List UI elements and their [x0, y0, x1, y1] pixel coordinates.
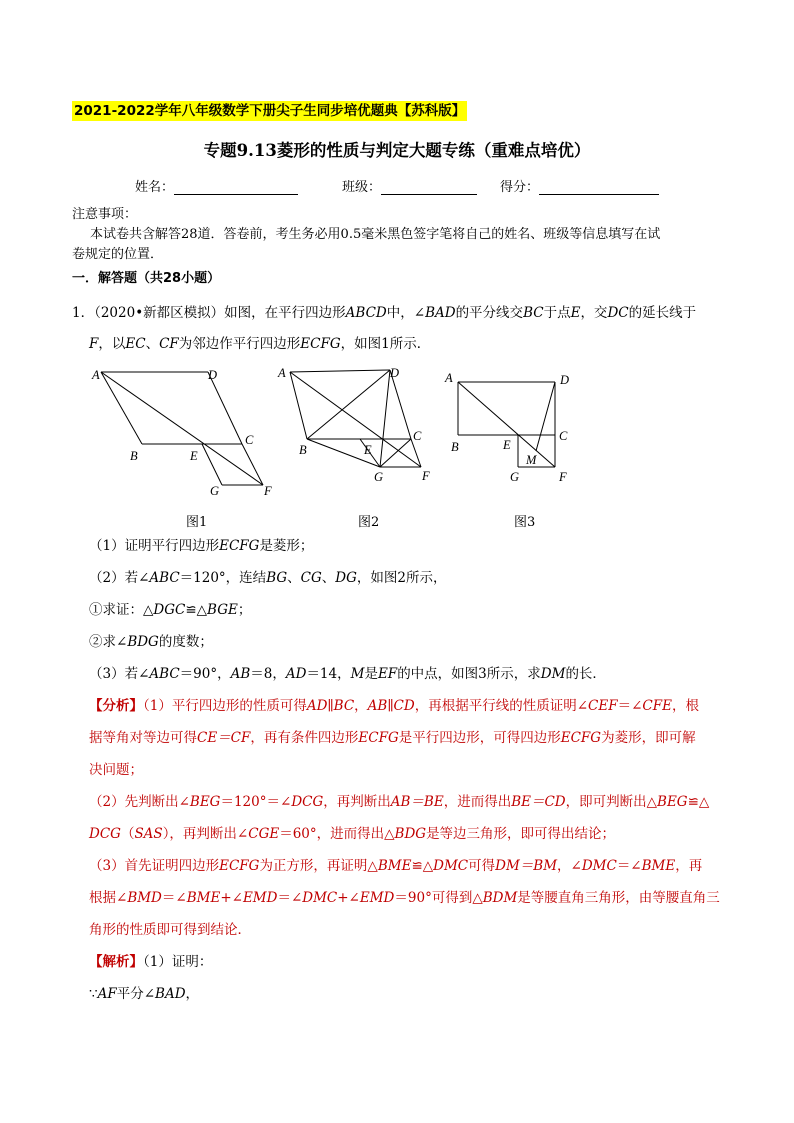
svg-text:D: D [208, 368, 218, 382]
subquestion-2a: ①求证：△DGC≌△BGE； [89, 602, 252, 618]
svg-text:C: C [559, 429, 568, 443]
svg-text:F: F [559, 470, 567, 484]
section-heading: 一．解答题（共28小题） [72, 271, 221, 286]
fig1-AF [101, 372, 263, 485]
analysis-line1: 【分析】（1）平行四边形的性质可得AD∥BC，AB∥CD，再根据平行线的性质证明∠CEF＝∠CFE，根 [89, 698, 699, 714]
fig3-DM [536, 382, 555, 451]
name-label: 姓名： [135, 180, 175, 195]
score-field[interactable] [500, 176, 659, 195]
subquestion-2: （2）若∠ABC＝120°，连结BG、CG、DG，如图2所示， [89, 570, 447, 586]
analysis-line3: 决问题； [89, 762, 143, 778]
class-label: 班级： [342, 180, 382, 195]
svg-text:M: M [526, 453, 537, 467]
solution-line1: 【解析】（1）证明： [89, 954, 213, 970]
svg-text:G: G [510, 470, 520, 484]
svg-text:F: F [264, 484, 272, 498]
analysis-line2: 据等角对等边可得CE＝CF，再有条件四边形ECFG是平行四边形，可得四边形ECFG为菱形，即可解 [89, 730, 696, 746]
subquestion-1: （1）证明平行四边形ECFG是菱形； [89, 538, 314, 554]
subquestion-3: （3）若∠ABC＝90°，AB＝8，AD＝14，M是EF的中点，如图3所示，求DM的长． [89, 666, 606, 682]
fig3-AF [458, 382, 555, 467]
score-label: 得分： [500, 180, 540, 195]
class-blank[interactable] [381, 180, 477, 195]
figures [80, 360, 640, 505]
analysis-line4: （2）先判断出∠BEG＝120°＝∠DCG，再判断出AB＝BE，进而得出BE＝CD，即可判断出△BEG≌△ [89, 794, 710, 810]
fig2-BD [307, 370, 390, 439]
question-line2: F，以EC、CF为邻边作平行四边形ECFG，如图1所示． [89, 336, 431, 352]
question-line1: 1．（2020•新都区模拟）如图，在平行四边形ABCD中，∠BAD的平分线交BC于点E，交DC的延长线于 [72, 305, 697, 321]
svg-text:C: C [245, 433, 254, 447]
fig1-CF [242, 444, 263, 485]
svg-text:B: B [299, 443, 307, 457]
fig1-DC [208, 372, 242, 444]
svg-text:A: A [278, 366, 286, 380]
figure-2-caption: 图2 [358, 515, 380, 530]
svg-text:A: A [445, 371, 453, 385]
svg-text:D: D [390, 366, 400, 380]
notice-line2: 卷规定的位置． [72, 247, 164, 262]
page-title: 专题9.13菱形的性质与判定大题专练（重难点培优） [203, 141, 591, 160]
analysis-line7: 根据∠BMD＝∠BME+∠EMD＝∠DMC+∠EMD＝90°可得到△BDM是等腰直角三角形，由等腰直角三 [89, 890, 720, 906]
fig2-DC [390, 370, 411, 439]
svg-text:G: G [374, 470, 384, 484]
fig1-AB [101, 372, 142, 444]
fig2-CG [380, 439, 411, 467]
svg-text:F: F [422, 469, 430, 483]
svg-text:A: A [92, 368, 100, 382]
score-blank[interactable] [539, 180, 659, 195]
svg-text:E: E [503, 438, 511, 452]
analysis-line8: 角形的性质即可得到结论． [89, 922, 251, 938]
figure-2 [290, 370, 421, 467]
solution-line2: ∵AF平分∠BAD， [89, 986, 200, 1002]
class-field[interactable] [342, 176, 477, 195]
svg-text:D: D [560, 373, 570, 387]
notice-heading: 注意事项： [72, 207, 138, 222]
subquestion-2b: ②求∠BDG的度数； [89, 634, 213, 650]
svg-text:B: B [451, 440, 459, 454]
analysis-line5: DCG（SAS），再判断出∠CGE＝60°，进而得出△BDG是等边三角形，即可得出结论； [89, 826, 616, 842]
svg-text:B: B [130, 449, 138, 463]
fig2-DG [380, 370, 390, 467]
figure-1-caption: 图1 [186, 515, 208, 530]
figure-3-caption: 图3 [514, 515, 536, 530]
name-blank[interactable] [174, 180, 298, 195]
figure-1-labels [91, 368, 272, 498]
fig2-AD [290, 370, 390, 372]
analysis-line6: （3）首先证明四边形ECFG为正方形，再证明△BME≌△DMC可得DM＝BM，∠DMC＝∠BME，再 [89, 858, 703, 874]
fig2-AF [290, 372, 421, 467]
svg-text:E: E [364, 443, 372, 457]
svg-text:C: C [413, 429, 422, 443]
fig1-EG [202, 444, 222, 485]
notice-line1: 本试卷共含解答28道．答卷前，考生务必用0.5毫米黑色签字笔将自己的姓名、班级等信息填写在试 [90, 227, 661, 242]
svg-text:G: G [210, 484, 220, 498]
figure-1 [101, 372, 263, 485]
svg-text:E: E [190, 449, 198, 463]
header-tag: 2021-2022学年八年级数学下册尖子生同步培优题典【苏科版】 [74, 103, 466, 119]
figure-3 [458, 382, 555, 467]
name-field[interactable] [135, 176, 298, 195]
